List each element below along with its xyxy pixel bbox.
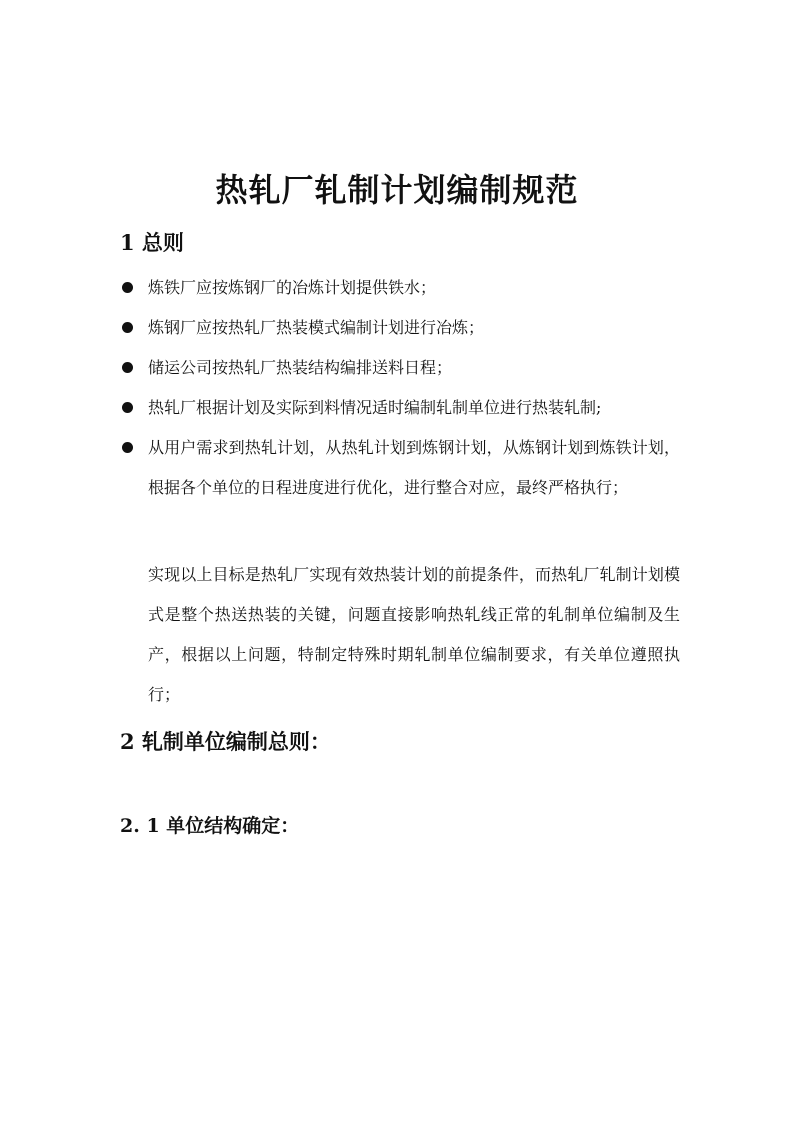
bullet-text: 储运公司按热轧厂热装结构编排送料日程； [148, 358, 453, 377]
bullet-item [120, 428, 680, 508]
subsection-2-1-heading: 2. 1 单位结构确定： [120, 815, 300, 837]
bullet-text: 热轧厂根据计划及实际到料情况适时编制轧制单位进行热装轧制; [148, 398, 602, 417]
bullet-text: 炼钢厂应按热轧厂热装模式编制计划进行冶炼； [148, 318, 485, 337]
bullet-item [120, 348, 680, 388]
section-1-paragraph: 实现以上目标是热轧厂实现有效热装计划的前提条件，而热轧厂轧制计划模式是整个热送热装的关键，问题直接影响热轧线正常的轧制单位编制及生产，根据以上问题，特制定特殊时期轧制单位编制要求，有关单位遵照执行； [148, 565, 680, 704]
bullet-item [120, 308, 680, 348]
section-1-bullet-list [120, 268, 680, 508]
bullet-item [120, 268, 680, 308]
bullet-dot-icon [122, 322, 133, 333]
bullet-text: 炼铁厂应按炼钢厂的冶炼计划提供铁水； [148, 278, 437, 297]
bullet-dot-icon [122, 282, 133, 293]
bullet-dot-icon [122, 442, 133, 453]
bullet-dot-icon [122, 402, 133, 413]
bullet-dot-icon [122, 362, 133, 373]
section-2-heading: 2 轧制单位编制总则： [120, 729, 331, 754]
document-title: 热轧厂轧制计划编制规范 [215, 171, 579, 209]
bullet-text: 从用户需求到热轧计划，从热轧计划到炼钢计划，从炼钢计划到炼铁计划，根据各个单位的日程进度进行优化，进行整合对应，最终严格执行； [148, 438, 680, 497]
section-1-heading: 1 总则 [120, 230, 184, 255]
bullet-item [120, 388, 680, 428]
